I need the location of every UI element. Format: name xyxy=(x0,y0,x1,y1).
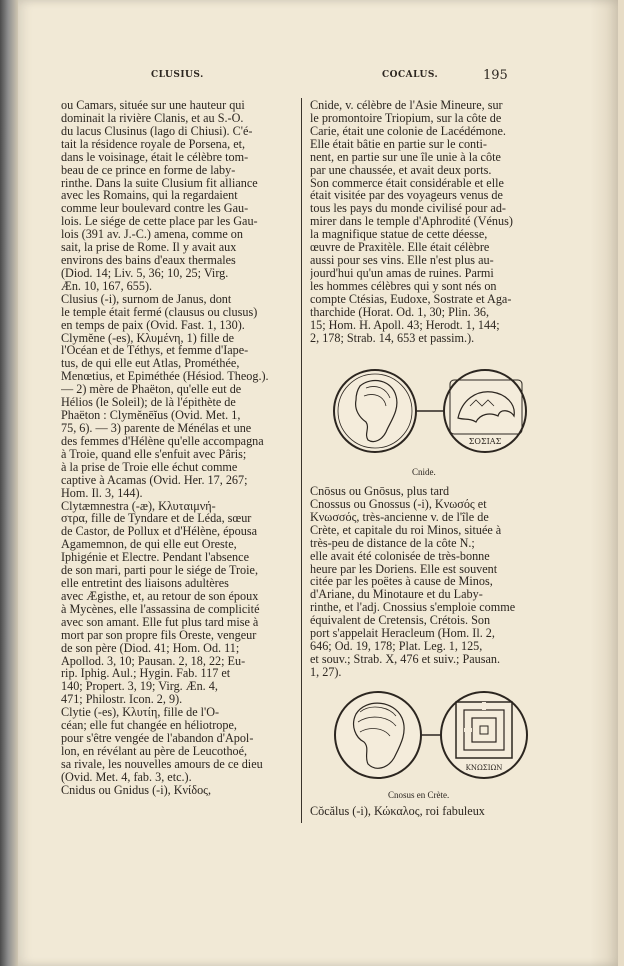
text-line: beau de ce prince en forme de laby- xyxy=(61,162,236,177)
text-line: équivalent de Cretensis, Crétois. Son xyxy=(310,613,491,628)
text-line: Clusius (-i), surnom de Janus, dont xyxy=(61,291,232,306)
running-head-left: CLUSIUS. xyxy=(151,70,204,80)
text-line: environs des bains d'eaux thermales xyxy=(61,253,236,268)
text-line: rinthe. Dans la suite Clusium fit alliance xyxy=(61,175,258,190)
text-line: Phaëton : Clymĕnēĭus (Ovid. Met. 1, xyxy=(61,408,241,423)
text-line: Crète, et capitale du roi Minos, située à xyxy=(310,522,502,537)
text-line: œuvre de Praxitèle. Elle était célèbre xyxy=(310,240,490,255)
coin-cnidus-caption: Cnide. xyxy=(412,467,436,477)
text-line: dominait la rivière Clanis, et au S.-O. xyxy=(61,110,244,125)
text-line: céan; elle fut changée en héliotrope, xyxy=(61,718,237,733)
text-line: Agamemnon, de qui elle eut Oreste, xyxy=(61,537,237,552)
text-line: très-peu de distance de la côte N.; xyxy=(310,535,475,550)
text-line: Clytie (-es), Κλυτίη, fille de l'O- xyxy=(61,705,220,720)
text-line: tus, de qui elle eut Atlas, Prométhée, xyxy=(61,356,240,371)
text-line: d'Ariane, du Minotaure et du Laby- xyxy=(310,587,483,602)
text-line: pour s'être vengée de l'abandon d'Apol- xyxy=(61,731,254,746)
text-line: à la prise de Troie elle échut comme xyxy=(61,459,238,474)
text-line: elle entretint des liaisons adultères xyxy=(61,576,229,591)
text-line: à Troie, quand elle s'enfuit avec Pâris; xyxy=(61,446,247,461)
text-line: — 2) mère de Phaëton, qu'elle eut de xyxy=(61,382,242,397)
text-line: compte Ctésias, Eudoxe, Sostrate et Aga- xyxy=(310,291,512,306)
text-line: rip. Iphig. Aul.; Hygin. Fab. 117 et xyxy=(61,666,231,681)
text-line: tait la résidence royale de Porsena, et, xyxy=(61,136,246,151)
text-line: rinthe, et l'adj. Cnossius s'emploie comme xyxy=(310,600,516,615)
text-line: aussi pour ses vins. Elle n'est plus au- xyxy=(310,253,494,268)
text-line: avec Ægisthe, et, au retour de son époux xyxy=(61,588,259,603)
text-line: 15; Hom. H. Apoll. 43; Herodt. 1, 144; xyxy=(310,317,500,332)
text-line: 140; Propert. 3, 19; Virg. Æn. 4, xyxy=(61,679,218,694)
text-line: nent, en partie sur une île unie à la côte xyxy=(310,149,501,164)
text-line: l'Océan et de Téthys, et femme d'Iape- xyxy=(61,343,249,358)
text-line: Menœtius, et Epiméthée (Hésiod. Theog.). xyxy=(61,369,269,384)
text-line: Hom. Il. 3, 144). xyxy=(61,485,143,500)
text-line: (Diod. 14; Liv. 5, 36; 10, 25; Virg. xyxy=(61,265,229,280)
coin-cnosus-illustration xyxy=(330,690,530,780)
text-line: Clymĕne (-es), Κλυμένη, 1) fille de xyxy=(61,330,234,345)
text-line: et souv.; Strab. X, 476 et suiv.; Pausan. xyxy=(310,651,501,666)
text-line: de son père (Diod. 41; Hom. Od. 11; xyxy=(61,640,240,655)
text-line: port s'appelait Heracleum (Hom. Il. 2, xyxy=(310,626,495,641)
text-line: du lacus Clusinus (lago di Chiusi). C'é- xyxy=(61,123,253,138)
text-line: Clytæmnestra (-æ), Κλυταιμνή- xyxy=(61,498,216,513)
text-line: le temple était fermé (clausus ou clusus) xyxy=(61,304,258,319)
text-line: Cnōsus ou Gnōsus, plus tard xyxy=(310,484,450,498)
text-line: tharchide (Horat. Od. 1, 30; Plin. 36, xyxy=(310,304,490,319)
text-line: les hommes célèbres qui y sont nés on xyxy=(310,278,497,293)
text-line: lon, en révélant au père de Leucothoé, xyxy=(61,744,248,758)
text-line: jourd'hui qu'un amas de ruines. Parmi xyxy=(310,265,494,280)
text-line: ou Camars, située sur une hauteur qui xyxy=(61,98,245,112)
text-line: mirer dans le temple d'Aphrodité (Vénus) xyxy=(310,214,513,229)
text-line: par une chaussée, et avait deux ports. xyxy=(310,162,492,177)
text-line: avec son amant. Elle fut plus tard mise à xyxy=(61,614,259,629)
text-line: citée par les poëtes à cause de Minos, xyxy=(310,574,493,589)
text-line: 471; Philostr. Icon. 2, 9). xyxy=(61,692,183,707)
text-line: lois (391 av. J.-C.) amena, comme on xyxy=(61,227,243,242)
column-rule xyxy=(301,98,302,823)
text-line: en temps de paix (Ovid. Fast. 1, 130). xyxy=(61,317,245,332)
text-line: le promontoire Triopium, sur la côte de xyxy=(310,110,502,125)
text-line: Elle était bâtie en partie sur le conti- xyxy=(310,136,487,151)
text-line: de Castor, de Pollux et d'Hélène, épousa xyxy=(61,524,257,539)
text-line: tous les pays du monde civilisé pour ad- xyxy=(310,201,506,216)
text-line: sa rivale, les nouvelles amours de ce dieu xyxy=(61,756,263,771)
text-line: Apollod. 3, 10; Pausan. 2, 18, 22; Eu- xyxy=(61,653,246,668)
page-number: 195 xyxy=(483,68,508,83)
text-line: était visitée par des voyageurs venus de xyxy=(310,188,503,203)
left-column xyxy=(61,98,294,823)
text-line: des femmes d'Hélène qu'elle accompagna xyxy=(61,433,264,448)
text-line: sait, la prise de Rome. Il y avait aux xyxy=(61,240,237,255)
text-line: 646; Od. 19, 178; Plat. Leg. 1, 125, xyxy=(310,639,483,654)
text-line: Carie, était une colonie de Lacédémone. xyxy=(310,123,506,138)
running-head-center: COCALUS. xyxy=(382,70,439,80)
right-column xyxy=(310,98,538,823)
text-line: Cnossus ou Gnossus (-i), Κνωσός et xyxy=(310,496,487,511)
text-line: 75, 6). — 3) parente de Ménélas et une xyxy=(61,421,252,435)
text-line: heure par les Doriens. Elle est souvent xyxy=(310,561,498,576)
text-line: Hélios (le Soleil); de là l'épithète de xyxy=(61,395,236,410)
text-line: captive à Acamas (Ovid. Her. 17, 267; xyxy=(61,472,248,487)
text-line: elle avait été colonisée de très-bonne xyxy=(310,548,490,563)
text-line: à Mycènes, elle l'assassina de complicité xyxy=(61,601,260,616)
text-line: mort par son propre fils Oreste, vengeur xyxy=(61,627,257,642)
coin-cnosus-caption: Cnosus en Crète. xyxy=(388,790,450,800)
text-line: avec les Romains, qui la regardaient xyxy=(61,188,238,203)
text-line: la magnifique statue de cette déesse, xyxy=(310,227,488,242)
text-line: de son mari, parti pour le siége de Troie, xyxy=(61,563,258,578)
text-line: Κνωσσός, très-ancienne v. de l'île de xyxy=(310,509,489,524)
text-line: Cŏcălus (-i), Κώκαλος, roi fabuleux xyxy=(310,804,485,818)
coin-cnidus-illustration xyxy=(330,366,530,456)
coin-cnosus-legend: ΚΝΩΣΙΩΝ xyxy=(465,764,503,772)
text-line: Cnide, v. célèbre de l'Asie Mineure, sur xyxy=(310,98,503,112)
text-line: Æn. 10, 167, 655). xyxy=(61,278,153,293)
text-line: 1, 27). xyxy=(310,664,342,679)
text-line: dans le voisinage, était le célèbre tom- xyxy=(61,149,249,164)
text-line: στρα, fille de Tyndare et de Léda, sœur xyxy=(61,511,252,526)
coin-cnidus-legend: ΣΟΣΙΑΣ xyxy=(468,437,502,446)
text-line: Son commerce était considérable et elle xyxy=(310,175,504,190)
text-line: comme leur boulevard contre les Gau- xyxy=(61,201,249,216)
text-line: lois. Le siége de cette place par les Gau- xyxy=(61,214,258,229)
text-line: Cnidus ou Gnidus (-i), Κνίδος, xyxy=(61,782,212,797)
text-line: (Ovid. Met. 4, fab. 3, etc.). xyxy=(61,769,192,784)
text-line: Iphigénie et Electre. Pendant l'absence xyxy=(61,550,249,565)
book-page xyxy=(18,0,618,966)
text-line: 2, 178; Strab. 14, 653 et passim.). xyxy=(310,330,475,345)
